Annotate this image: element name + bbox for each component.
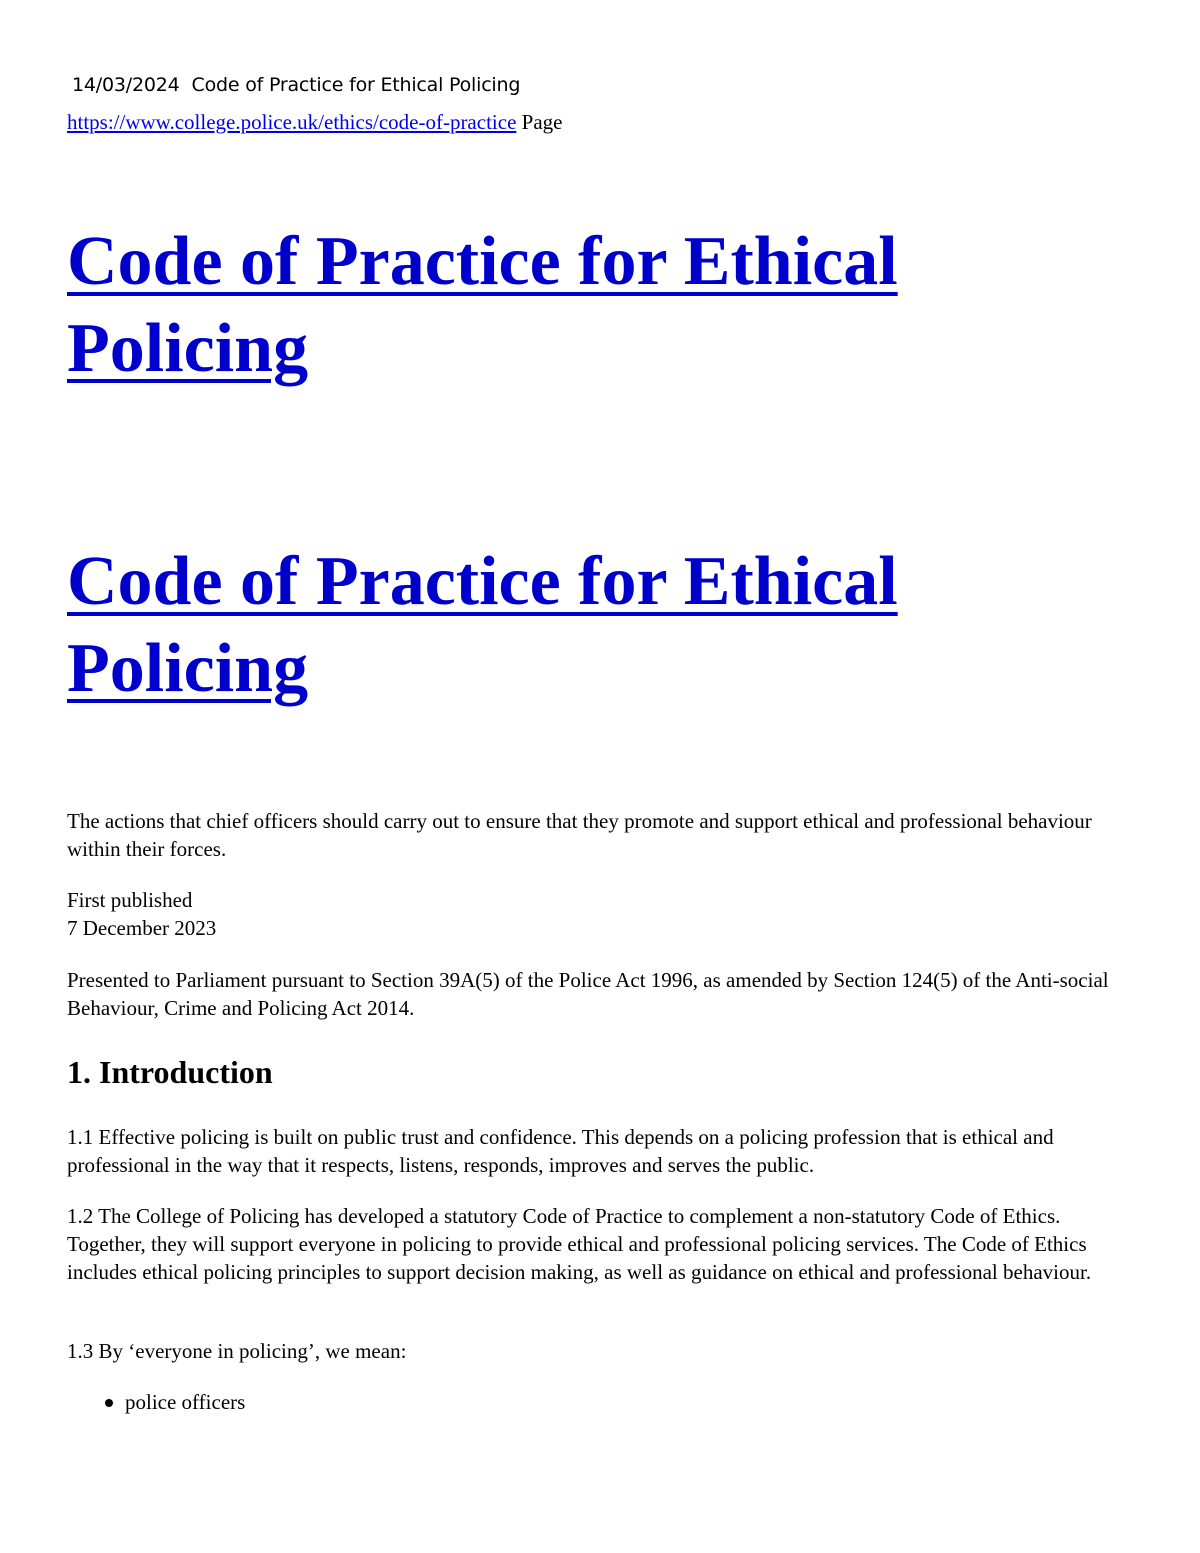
paragraph-1-3: 1.3 By ‘everyone in policing’, we mean:	[67, 1339, 407, 1363]
print-title: Code of Practice for Ethical Policing	[191, 74, 521, 96]
summary-text: The actions that chief officers should carry out to ensure that they promote and support ethical and professional behaviour within their forces.	[67, 809, 1092, 861]
published-label: First published	[67, 888, 193, 912]
article-title-link[interactable]: Code of Practice for Ethical Policing	[67, 543, 898, 707]
print-date: 14/03/2024	[72, 74, 180, 96]
list-item	[67, 1388, 245, 1416]
source-line	[67, 110, 562, 135]
published-date: 7 December 2023	[67, 916, 217, 940]
list-item-text: police officers	[125, 1390, 246, 1414]
page-title-link[interactable]: Code of Practice for Ethical Policing	[67, 223, 898, 387]
published-block	[67, 886, 1137, 942]
article-title	[67, 538, 1067, 712]
bullet-icon	[105, 1399, 113, 1407]
page-title	[67, 218, 1067, 392]
presented-text: Presented to Parliament pursuant to Section 39A(5) of the Police Act 1996, as amended by Section 124(5) of the Anti-social Behaviour, Crime and Policing Act 2014.	[67, 968, 1109, 1020]
policing-roles-list	[67, 1388, 245, 1416]
page-label: Page	[521, 110, 563, 134]
section-heading-introduction: 1. Introduction	[67, 1054, 273, 1090]
paragraph-1-1: 1.1 Effective policing is built on public trust and confidence. This depends on a policing profession that is ethical and professional in the way that it respects, listens, responds, improves and serves the public.	[67, 1125, 1054, 1177]
source-url-link[interactable]: https://www.college.police.uk/ethics/code-of-practice	[67, 110, 517, 134]
paragraph-1-2: 1.2 The College of Policing has developed a statutory Code of Practice to complement a non-statutory Code of Ethics. Together, they will support everyone in policing to provide ethical and professional policing services. The Code of Ethics includes ethical policing principles to support decision making, as well as guidance on ethical and professional behaviour.	[67, 1204, 1092, 1284]
print-header	[72, 74, 520, 96]
